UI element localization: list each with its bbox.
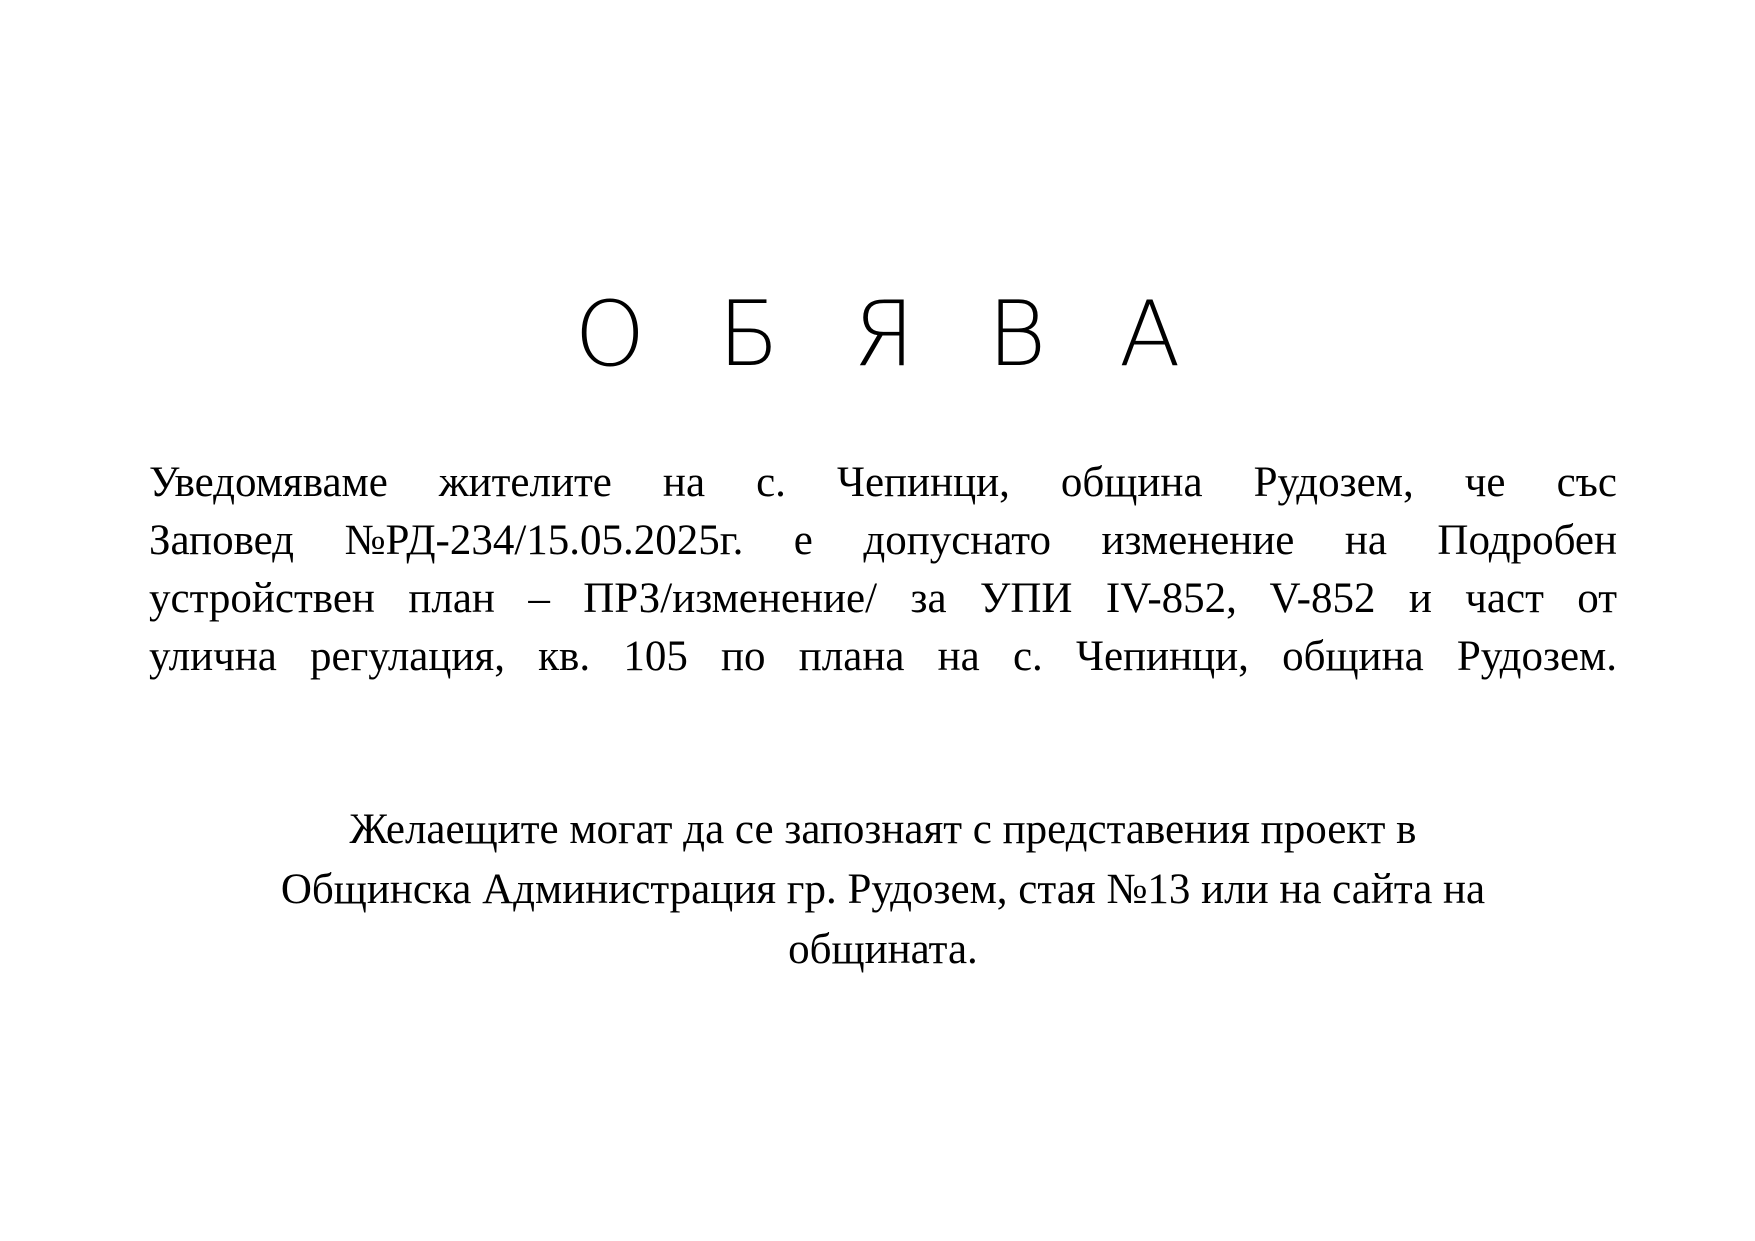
notice-line-1: Уведомяваме жителите на с. Чепинци, община Рудозем, че със bbox=[149, 459, 1617, 506]
notice-paragraph bbox=[149, 454, 1617, 686]
info-line-2: Общинска Администрация гр. Рудозем, стая №13 или на сайта на bbox=[280, 866, 1486, 913]
notice-line-3: устройствен план – ПРЗ/изменение/ за УПИ IV-852, V-852 и част от bbox=[149, 575, 1617, 622]
notice-line-4: улична регулация, кв. 105 по плана на с. Чепинци, община Рудозем. bbox=[149, 633, 1617, 680]
document-title: О Б Я В А bbox=[574, 282, 1203, 387]
info-line-3: общината. bbox=[788, 926, 978, 973]
info-line-1: Желаещите могат да се запознаят с представения проект в bbox=[349, 806, 1417, 853]
notice-line-2: Заповед №РД-234/15.05.2025г. е допуснато изменение на Подробен bbox=[149, 517, 1617, 564]
info-paragraph bbox=[149, 800, 1617, 980]
